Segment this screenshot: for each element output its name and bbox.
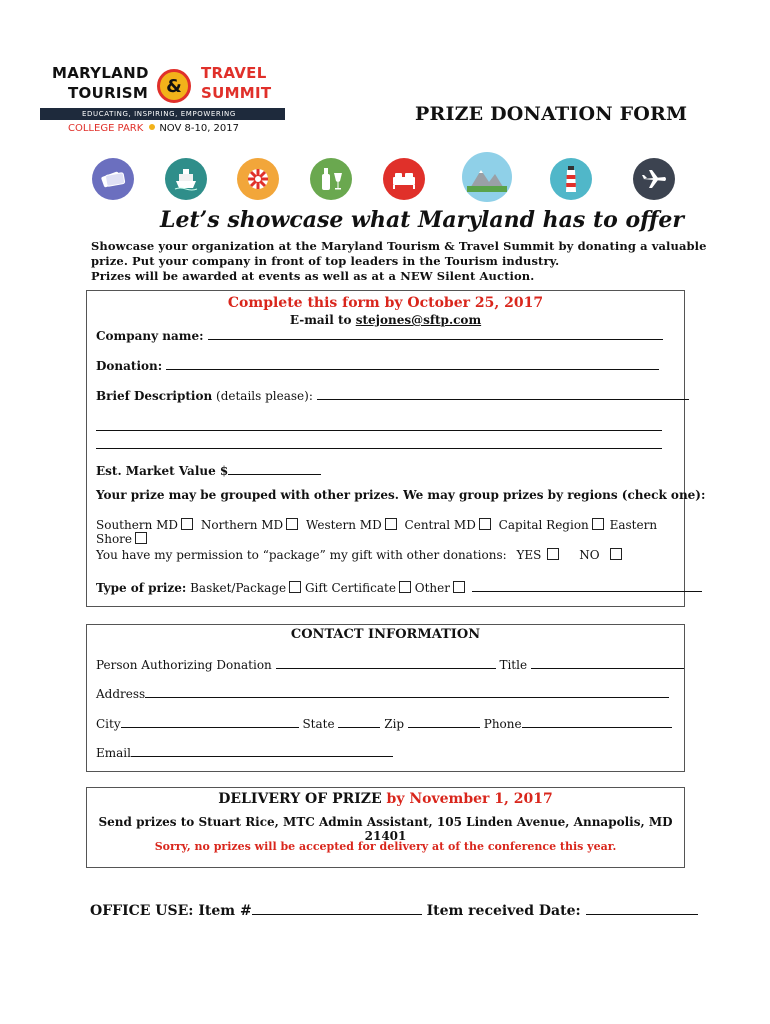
prize-type-gift: Gift Certificate (304, 581, 396, 595)
permission-text: You have my permission to “package” my gift with other donations: (96, 548, 507, 562)
region-northern-md[interactable] (201, 518, 298, 532)
cruise-ship-icon (165, 158, 207, 200)
beach-umbrella-icon (237, 158, 279, 200)
region-checkbox[interactable] (135, 532, 147, 544)
city-row (96, 715, 672, 731)
donation-label: Donation: (96, 359, 163, 373)
email-line (86, 313, 685, 327)
region-label: Western MD (305, 518, 382, 532)
logo-dates: NOV 8-10, 2017 (159, 123, 240, 134)
prize-type-gift-checkbox[interactable] (399, 581, 411, 593)
address-field[interactable] (145, 685, 669, 698)
contact-heading: CONTACT INFORMATION (290, 627, 481, 642)
logo-tourism: TOURISM (68, 84, 149, 102)
region-label: Southern MD (96, 518, 179, 532)
brief-field[interactable] (317, 387, 689, 400)
logo-dot (149, 124, 155, 130)
region-checkbox[interactable] (385, 518, 397, 530)
contact-email-field[interactable] (131, 744, 393, 757)
intro-line: prize. Put your company in front of top leaders in the Tourism industry. (91, 254, 560, 268)
hotel-bed-icon (383, 158, 425, 200)
logo-travel: TRAVEL (201, 64, 267, 82)
logo-tagline: EDUCATING, INSPIRING, EMPOWERING (82, 110, 236, 118)
prize-type-basket: Basket/Package (190, 581, 287, 595)
delivery-heading: DELIVERY OF PRIZE (218, 791, 382, 807)
title-field[interactable] (531, 656, 684, 669)
region-checkbox[interactable] (181, 518, 193, 530)
prize-type-other-checkbox[interactable] (453, 581, 465, 593)
delivery-deadline: by November 1, 2017 (381, 791, 553, 807)
logo-tagline-bar (40, 108, 285, 120)
phone-label: Phone (483, 717, 522, 731)
permission-no-checkbox[interactable] (610, 548, 622, 560)
region-label: Central MD (404, 518, 476, 532)
delivery-heading-row (86, 791, 685, 807)
prize-type-other-field[interactable] (472, 579, 702, 592)
email-prefix: E-mail to (289, 313, 356, 327)
email-link[interactable]: stejones@sftp.com (355, 313, 482, 327)
tickets-icon (92, 158, 134, 200)
market-value-row (96, 462, 321, 478)
brief-row (96, 387, 689, 403)
market-value-field[interactable] (228, 462, 321, 475)
prize-type-basket-checkbox[interactable] (289, 581, 301, 593)
office-item-label: OFFICE USE: Item # (90, 903, 252, 919)
permission-no-label: NO (579, 548, 600, 562)
logo-ampersand: & (157, 69, 191, 103)
page-title: PRIZE DONATION FORM (415, 103, 688, 125)
region-checkbox[interactable] (286, 518, 298, 530)
intro-line: Prizes will be awarded at events as well as at a NEW Silent Auction. (91, 269, 535, 283)
donation-row (96, 357, 659, 373)
logo-location-date (68, 123, 239, 134)
donation-field[interactable] (166, 357, 659, 370)
zip-field[interactable] (408, 715, 480, 728)
region-label: Capital Region (498, 518, 589, 532)
brief-label: Brief Description (96, 389, 213, 403)
region-label: Northern MD (200, 518, 284, 532)
brief-hint: (details please): (212, 389, 313, 403)
grouping-text: Your prize may be grouped with other prizes. We may group prizes by regions (check one): (96, 488, 706, 502)
delivery-address: Send prizes to Stuart Rice, MTC Admin Assistant, 105 Linden Avenue, Annapolis, MD 21401 (98, 815, 673, 843)
office-use-row (90, 900, 698, 919)
state-field[interactable] (338, 715, 380, 728)
airplane-icon (633, 158, 675, 200)
form-deadline: Complete this form by October 25, 2017 (227, 295, 544, 311)
logo-maryland: MARYLAND (52, 64, 149, 82)
office-date-field[interactable] (586, 900, 698, 915)
logo-summit: SUMMIT (201, 84, 272, 102)
prize-type-row (96, 579, 702, 595)
wine-icon (310, 158, 352, 200)
tagline: Let’s showcase what Maryland has to offer (160, 207, 684, 233)
region-checkbox[interactable] (592, 518, 604, 530)
zip-label: Zip (384, 717, 405, 731)
email-row (96, 744, 393, 760)
state-label: State (302, 717, 335, 731)
person-row (96, 656, 684, 672)
lighthouse-icon (550, 158, 592, 200)
region-capital-region[interactable] (499, 518, 604, 532)
company-field[interactable] (208, 327, 663, 340)
region-southern-md[interactable] (96, 518, 193, 532)
delivery-notice: Sorry, no prizes will be accepted for delivery at of the conference this year. (154, 840, 617, 853)
company-label: Company name: (96, 329, 204, 343)
brief-field-line-2[interactable] (96, 418, 662, 431)
prize-type-label: Type of prize: (96, 581, 187, 595)
city-label: City (96, 717, 121, 731)
permission-yes-checkbox[interactable] (547, 548, 559, 560)
person-label: Person Authorizing Donation (96, 658, 272, 672)
contact-email-label: Email (96, 746, 131, 760)
person-field[interactable] (276, 656, 496, 669)
address-row (96, 685, 669, 701)
region-central-md[interactable] (405, 518, 491, 532)
title-label: Title (499, 658, 528, 672)
region-label: Eastern Shore (96, 518, 658, 546)
address-label: Address (96, 687, 146, 701)
city-field[interactable] (121, 715, 299, 728)
permission-yes-label: YES (516, 548, 542, 562)
company-row (96, 327, 663, 343)
logo-location: COLLEGE PARK (68, 123, 144, 134)
office-received-label: Item received Date: (426, 903, 581, 919)
permission-row (96, 548, 622, 562)
phone-field[interactable] (522, 715, 672, 728)
prize-type-other: Other (414, 581, 450, 595)
brief-field-line-3[interactable] (96, 436, 662, 449)
region-options (96, 518, 681, 546)
region-checkbox[interactable] (479, 518, 491, 530)
region-western-md[interactable] (306, 518, 397, 532)
market-value-label: Est. Market Value $ (96, 464, 229, 478)
mountains-icon (462, 152, 512, 202)
intro-text (91, 239, 707, 284)
office-item-field[interactable] (252, 900, 422, 915)
intro-line: Showcase your organization at the Maryland Tourism & Travel Summit by donating a valuable (91, 239, 707, 253)
